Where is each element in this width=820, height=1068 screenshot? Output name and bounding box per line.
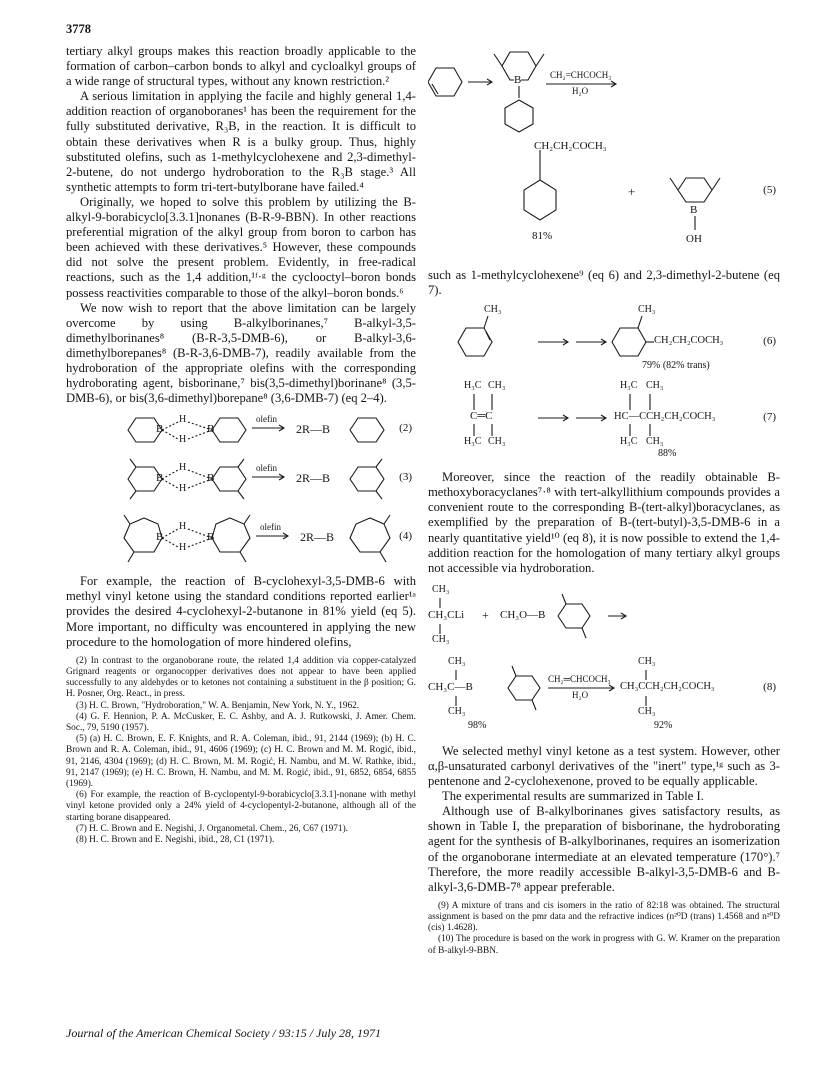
- equation-5: [428, 40, 780, 262]
- journal-footer: Journal of the American Chemical Society / 93:15 / July 28, 1971: [66, 1026, 382, 1040]
- yield1-label: 98%: [468, 719, 487, 731]
- bridge-h-label: H: [179, 521, 187, 533]
- h3c-top-label: H₃C: [464, 380, 482, 392]
- page-number: 3778: [66, 22, 91, 36]
- footnote: (6) For example, the reaction of B-cyclopentyl-9-borabicyclo[3.3.1]-nonane with methyl vinyl ketone provided only a 24% yield of 4-cyclopentyl-2-butanone, although all of the starting borane disappeared.: [66, 790, 416, 823]
- h3c-bottom-label: H₃C: [464, 436, 482, 448]
- footnotes-left: [66, 656, 416, 846]
- footnote: (9) A mixture of trans and cis isomers in the ratio of 82:18 was obtained. The structural assignment is based on the pmr data and the refractive indices (n²⁰D (trans) 1.4568 and n²⁰D (cis) 1.4628).: [428, 900, 780, 934]
- yield-label: 88%: [658, 448, 677, 460]
- reagent-label: olefin: [256, 463, 277, 474]
- plus-sign: +: [482, 607, 489, 622]
- product-label: 2R—B: [296, 422, 331, 437]
- equation-6: [428, 304, 780, 374]
- footnote: (10) The procedure is based on the work in progress with G. W. Kramer on the preparation of B-alkyl-9-BBN.: [428, 934, 780, 956]
- paragraph: For example, the reaction of B-cyclohexyl-3,5-DMB-6 with methyl vinyl ketone using the standard conditions reported earlier¹ᵃ provides the desired 4-cyclohexyl-2-butanone in 81% yield (eq 5). More important, no difficulty was encountered in applying the new procedure to the homologation of more hindered olefins,: [66, 574, 416, 649]
- reagent-label: olefin: [256, 414, 277, 425]
- footnote: (3) H. C. Brown, "Hydroboration," W. A. Benjamin, New York, N. Y., 1962.: [76, 700, 360, 711]
- boron-label: B: [156, 531, 164, 544]
- equation-2-structure: [66, 412, 416, 448]
- product-chain-label: CH₂CH₂COCH₃: [534, 140, 607, 152]
- product-h3c-top: H₃C: [620, 380, 638, 392]
- paragraph: Moreover, since the reaction of the readily obtainable B-methoxyboracyclanes⁷·⁸ with tert-alkyllithium compounds provides a convenient route to the corresponding B-(tert-alkyl)boracyclanes, as exemplified by the preparation of B-(tert-butyl)-3,5-DMB-6 in a nearly quantitative yield¹⁰ (eq 8), it is now possible to extend the 1,4-addition reaction for the homologation of many tertiary alkyl groups not accessible via hydroboration.: [428, 470, 780, 575]
- paragraph: Originally, we hoped to solve this problem by utilizing the B-alkyl-9-borabicyclo[3.3.1]nonanes (B-R-9-BBN). In other reactions preferential migration of the alkyl group from boron to carbon has been achieved with these derivatives.⁵ However, these compounds did not solve the present problem. Evidently, in free-radical reactions, such as the 1,4 addition,¹ᶠ·ᵍ the cyclooctyl–boron bonds possess reactivities comparable to those of the alkyl–boron bonds.⁶: [66, 194, 416, 300]
- equation-number: (6): [763, 335, 776, 348]
- product-label: 2R—B: [296, 471, 331, 486]
- equation-6-structure: [428, 304, 780, 374]
- equation-8: [428, 584, 780, 734]
- plus-sign: +: [628, 184, 636, 199]
- bridge-h-label: H: [179, 434, 187, 446]
- boron-label: B: [156, 423, 164, 436]
- equation-4: [66, 510, 416, 566]
- product-ch3-bottom: CH₃: [646, 436, 664, 448]
- reagent-label: olefin: [260, 522, 281, 533]
- reagent-bottom-label: H₂O: [572, 689, 589, 700]
- left-column: [66, 44, 416, 846]
- product-label: 2R—B: [300, 530, 335, 545]
- product-h3c-bottom: H₃C: [620, 436, 638, 448]
- footnote: (8) H. C. Brown and E. Negishi, ibid., 28, C1 (1971).: [76, 834, 275, 845]
- yield2-label: 92%: [654, 719, 673, 731]
- equation-3: [66, 454, 416, 504]
- equation-3-structure: [66, 454, 416, 504]
- paragraph: We selected methyl vinyl ketone as a test system. However, other α,β-unsaturated carbonyl derivatives of the "inert" type,¹ᵍ such as 3-pentenone and 2-cyclohexenone, proved to be equally applicable.: [428, 743, 780, 789]
- product2-main: CH₃CCH₂CH₂COCH₃: [620, 680, 715, 692]
- alkene-label: C═C: [470, 410, 493, 423]
- paragraph: We now wish to report that the above limitation can be largely overcome by using B-alkylborinanes,⁷ B-alkyl-3,5-dimethylborinanes⁸ (B-R-3,5-DMB-6), or B-alkyl-3,6-dimethylborepanes⁸ (B-R-3,6-DMB-7), readily available from the hydroboration of the appropriate olefins with the corresponding hydroborating agent, bisborinane,⁷ bis(3,5-dimethyl)borinane⁸ (3,5-DMB-6), or bis(3,6-dimethyl)borepane⁸ (3,6-DMB-7) (eq 2–4).: [66, 300, 416, 406]
- paragraph: A serious limitation in applying the facile and highly general 1,4-addition reaction of organoboranes¹ has been the requirement for the fully substituted derivative, R₃B, in the reaction. It is difficult to obtain these derivatives when R is a bulky group. Thus, highly substituted olefins, such as 1-methylcyclohexene and 2,3-dimethyl-2-butene, do not undergo hydroboration to the R₃B stage.³ All synthetic attempts to form tri-tert-butylborane have failed.⁴: [66, 89, 416, 194]
- methyl-label: CH₃: [484, 304, 502, 316]
- equation-number: (8): [763, 680, 776, 693]
- bridge-h-label: H: [179, 414, 187, 426]
- ch3-top-label: CH₃: [488, 380, 506, 392]
- equation-number: (7): [763, 411, 776, 424]
- paragraph: tertiary alkyl groups makes this reaction broadly applicable to the formation of carbon–carbon bonds to alkyl and cycloalkyl groups of a wide range of structural types, without any known restriction.²: [66, 44, 416, 89]
- product2-ch3-bottom: CH₃: [638, 705, 656, 717]
- right-column: [428, 40, 780, 957]
- paragraph: The experimental results are summarized in Table I.: [442, 789, 704, 804]
- oh-label: OH: [686, 233, 702, 245]
- footnote: (7) H. C. Brown and E. Negishi, J. Organometal. Chem., 26, C67 (1971).: [76, 823, 348, 834]
- product-chain-label: HC—CCH₂CH₂COCH₃: [614, 411, 716, 423]
- equation-number: (2): [399, 422, 412, 435]
- reagent-top-label: CH₂=CHCOCH₃: [550, 70, 612, 80]
- product-chain-label: CH₂CH₂COCH₃: [654, 335, 724, 347]
- equation-number: (3): [399, 471, 412, 484]
- reagent-bottom-label: H₂O: [572, 86, 589, 96]
- product1-ch3-bottom: CH₃: [448, 705, 466, 717]
- footnote: (5) (a) H. C. Brown, E. F. Knights, and R. A. Coleman, ibid., 91, 2144 (1969); (b) H. C. Brown and R. A. Coleman, ibid., 91, 4606 (1969); (c) H. C. Brown and M. M. Rogić, ibid., 91, 2146, 4304 (1969); (d) H. C. Brown, M. M. Rogić, H. Nambu, and M. W. Rathke, ibid., 91, 2147 (1969); (e) H. C. Brown, H. Nambu, and M. M. Rogić, ibid., 91, 6852, 6854, 6855 (1969).: [66, 734, 416, 789]
- tert-butyllithium-label: CH₃CLi: [428, 608, 465, 621]
- equation-4-structure: [66, 510, 416, 566]
- boron-label: B: [207, 531, 215, 544]
- footnote: (2) In contrast to the organoborane route, the related 1,4 addition via copper-catalyzed Grignard reagents or organocopper derivatives does not appear to have been applied successfully to any aldehydes or to ketones not containing a substituent in the β position; G. H. Posner, Org. React., in press.: [66, 655, 416, 700]
- ch3-bottom-label: CH₃: [432, 633, 450, 645]
- product2-ch3-top: CH₃: [638, 655, 656, 667]
- yield-label: 79% (82% trans): [642, 360, 710, 372]
- methoxyborane-label: CH₃O—B: [500, 608, 546, 621]
- equation-7: [428, 380, 780, 460]
- boron-label: B: [207, 423, 215, 436]
- equation-8-structure: [428, 584, 780, 734]
- boron-label: B: [514, 74, 522, 86]
- bridge-h-label: H: [179, 483, 187, 495]
- ch3-top-label: CH₃: [432, 583, 450, 595]
- equation-number: (5): [763, 184, 776, 196]
- methyl-label: CH₃: [638, 304, 656, 316]
- boron-label: B: [156, 472, 164, 485]
- product1-ch3-top: CH₃: [448, 655, 466, 667]
- footnotes-right: [428, 901, 780, 957]
- footnote: (4) G. F. Hennion, P. A. McCusker, E. C. Ashby, and A. J. Rutkowski, J. Amer. Chem. Soc., 79, 5190 (1957).: [66, 711, 416, 733]
- boron-label: B: [207, 472, 215, 485]
- equation-2: [66, 412, 416, 448]
- yield-label: 81%: [532, 230, 553, 242]
- paragraph: such as 1-methylcyclohexene⁹ (eq 6) and 2,3-dimethyl-2-butene (eq 7).: [428, 268, 780, 298]
- product1-main: CH₃C—B: [428, 680, 473, 693]
- bridge-h-label: H: [179, 542, 187, 554]
- bridge-h-label: H: [179, 462, 187, 474]
- equation-number: (4): [399, 530, 412, 543]
- boron-label: B: [690, 204, 698, 216]
- ch3-bottom-label: CH₃: [488, 436, 506, 448]
- paragraph: Although use of B-alkylborinanes gives satisfactory results, as shown in Table I, the preparation of bisborinane, the hydroborating agent for the synthesis of B-alkylborinanes, requires an isomerization of the organoborane intermediate at an elevated temperature (170°).⁷ Therefore, the more readily accessible B-alkyl-3,5-DMB-6 and B-alkyl-3,6-DMB-7⁸ appear preferable.: [428, 804, 780, 894]
- reagent-top-label: CH₂═CHCOCH₃: [548, 673, 611, 684]
- product-ch3-top: CH₃: [646, 380, 664, 392]
